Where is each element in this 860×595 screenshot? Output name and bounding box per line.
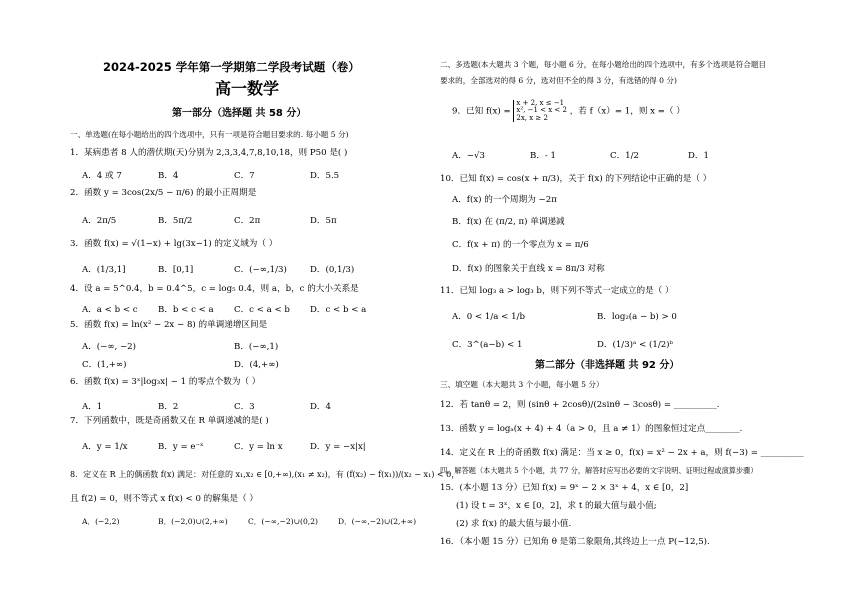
q2-option-a[interactable]: A．2π/5 xyxy=(82,216,117,226)
question-9-stem xyxy=(452,100,685,122)
q7-option-d[interactable]: D．y = −x|x| xyxy=(310,442,366,452)
subject-title: 高一数学 xyxy=(215,79,280,98)
q5-option-d[interactable]: D．(4,+∞) xyxy=(234,360,279,370)
question-8-options xyxy=(82,516,416,527)
q1-option-a[interactable]: A．4 或 7 xyxy=(82,171,122,181)
section2-heading-cont: 要求的，全部选对的得 6 分，选对但不全的得 3 分，有选错的得 0 分) xyxy=(440,76,677,85)
question-14: 14．定义在 R 上的奇函数 f(x) 满足：当 x ≥ 0，f(x) = x² − 2x + a，则 f(−3) = __________ xyxy=(440,448,804,458)
question-7-options xyxy=(82,440,366,452)
question-12: 12．若 tanθ = 2，则 (sinθ + 2cosθ)/(2sinθ − 3cosθ) = __________. xyxy=(440,400,720,410)
q2-option-b[interactable]: B．5π/2 xyxy=(158,216,193,226)
section4-heading: 四、解答题（本大题共 5 个小题，共 77 分，解答时应写出必要的文字说明、证明过程或演算步骤） xyxy=(440,466,758,475)
question-3-stem: 3．函数 f(x) = √(1−x) + lg(3x−1) 的定义域为（ ） xyxy=(70,239,278,249)
q3-option-b[interactable]: B．[0,1] xyxy=(158,265,194,275)
q9-suffix: ，若 f（x）= 1，则 x =（ ） xyxy=(569,106,685,117)
q5-option-c[interactable]: C．(1,+∞) xyxy=(82,360,127,370)
question-16: 16．（本小题 15 分）已知角 θ 是第二象限角,其终边上一点 P(−12,5). xyxy=(440,537,710,547)
question-3-options xyxy=(82,263,354,275)
q2-option-c[interactable]: C．2π xyxy=(234,216,261,226)
q6-option-a[interactable]: A．1 xyxy=(82,402,103,412)
question-1-options xyxy=(82,169,339,181)
q9-case-2: x², −1 < x < 2 xyxy=(516,106,567,115)
section3-heading: 三、填空题（本大题共 3 个小题，每小题 5 分） xyxy=(440,380,604,389)
question-8-stem-cont: 且 f(2) = 0，则不等式 x f(x) < 0 的解集是（ ） xyxy=(70,494,258,504)
part2-title: 第二部分（非选择题 共 92 分） xyxy=(535,360,680,371)
question-7-stem: 7．下列函数中，既是奇函数又在 R 单调递减的是( ) xyxy=(70,416,269,426)
question-2-options xyxy=(82,214,337,226)
q4-option-a[interactable]: A．a < b < c xyxy=(82,305,138,315)
q8-option-d[interactable]: D．(−∞,−2)∪(2,+∞) xyxy=(338,517,417,526)
question-8-stem: 8．定义在 R 上的偶函数 f(x) 满足：对任意的 x₁,x₂ ∈ [0,+∞),(x₁ ≠ x₂)，有 (f(x₂) − f(x₁))/(x₂ − x₁) < 0， xyxy=(70,470,460,479)
question-6-options xyxy=(82,400,331,412)
q4-option-c[interactable]: C．c < a < b xyxy=(234,305,290,315)
part1-title: 第一部分（选择题 共 58 分） xyxy=(172,108,307,119)
q10-option-b[interactable]: B．f(x) 在 (π/2, π) 单调递减 xyxy=(452,217,565,227)
section1-heading: 一、单选题(在每小题给出的四个选项中，只有一项是符合题目要求的. 每小题 5 分) xyxy=(70,130,349,139)
question-11-options-row2 xyxy=(452,338,673,350)
q1-option-b[interactable]: B．4 xyxy=(158,171,179,181)
q6-option-c[interactable]: C．3 xyxy=(234,402,255,412)
question-5-stem: 5．函数 f(x) = ln(x² − 2x − 8) 的单调递增区间是 xyxy=(70,320,268,330)
question-2-stem: 2．函数 y = 3cos(2x/5 − π/6) 的最小正周期是 xyxy=(70,188,257,198)
exam-title: 2024-2025 学年第一学期第二学段考试题（卷） xyxy=(103,60,360,74)
question-5-options-row1 xyxy=(82,340,278,352)
q3-option-a[interactable]: A．(1/3,1] xyxy=(82,265,126,275)
q1-option-d[interactable]: D．5.5 xyxy=(310,171,340,181)
q8-option-b[interactable]: B．(−2,0)∪(2,+∞) xyxy=(158,517,228,526)
q9-option-c[interactable]: C．1/2 xyxy=(610,151,639,161)
question-15-part2: (2) 求 f(x) 的最大值与最小值. xyxy=(456,519,572,529)
q7-option-c[interactable]: C．y = ln x xyxy=(234,442,283,452)
q9-prefix: 9．已知 f(x) = xyxy=(452,106,511,117)
q1-option-c[interactable]: C．7 xyxy=(234,171,255,181)
q6-option-d[interactable]: D．4 xyxy=(310,402,331,412)
q11-option-c[interactable]: C．3^(a−b) < 1 xyxy=(452,340,523,350)
question-5-options-row2 xyxy=(82,358,279,370)
q6-option-b[interactable]: B．2 xyxy=(158,402,179,412)
question-6-stem: 6．函数 f(x) = 3ˣ|log₃x| − 1 的零点个数为（ ） xyxy=(70,377,261,387)
question-15-part1: (1) 设 t = 3ˣ，x ∈ [0，2]，求 t 的最大值与最小值; xyxy=(456,501,657,511)
question-4-options xyxy=(82,303,366,315)
q5-option-a[interactable]: A．(−∞, −2) xyxy=(82,342,136,352)
question-4-stem: 4．设 a = 5^0.4，b = 0.4^5，c = log₅ 0.4，则 a，b，c 的大小关系是 xyxy=(70,284,359,294)
q11-option-a[interactable]: A．0 < 1/a < 1/b xyxy=(452,312,525,322)
q8-option-c[interactable]: C．(−∞,−2)∪(0,2) xyxy=(248,517,318,526)
question-11-stem: 11．已知 log₃ a > log₃ b，则下列不等式一定成立的是（ ） xyxy=(440,286,674,296)
q8-option-a[interactable]: A．(−2,2) xyxy=(82,517,120,526)
q9-option-b[interactable]: B．- 1 xyxy=(530,151,557,161)
question-1-stem: 1．某病患者 8 人的潜伏期(天)分别为 2,3,3,4,7,8,10,18，则 P50 是( ) xyxy=(70,148,348,158)
question-15: 15．(本小题 13 分）已知 f(x) = 9ˣ − 2 × 3ˣ + 4，x ∈ [0，2] xyxy=(440,483,689,493)
q3-option-c[interactable]: C．(−∞,1/3) xyxy=(234,265,287,275)
q7-option-b[interactable]: B．y = e⁻ˣ xyxy=(158,442,204,452)
q11-option-b[interactable]: B．log₂(a − b) > 0 xyxy=(597,312,677,322)
q10-option-d[interactable]: D．f(x) 的图象关于直线 x = 8π/3 对称 xyxy=(452,264,605,274)
q9-case-3: 2x, x ≥ 2 xyxy=(516,113,548,122)
q3-option-d[interactable]: D．(0,1/3) xyxy=(310,265,355,275)
q4-option-d[interactable]: D．c < b < a xyxy=(310,305,367,315)
q9-option-d[interactable]: D．1 xyxy=(688,151,709,161)
q9-case-1: x + 2, x ≤ −1 xyxy=(516,99,565,107)
question-9-options xyxy=(452,149,709,161)
q5-option-b[interactable]: B．(−∞,1) xyxy=(234,342,279,352)
q7-option-a[interactable]: A．y = 1/x xyxy=(82,442,128,452)
section2-heading: 二、多选题(本大题共 3 个题，每小题 6 分，在每小题给出的四个选项中，有多个选项是符合题目 xyxy=(440,60,767,69)
q2-option-d[interactable]: D．5π xyxy=(310,216,337,226)
q9-option-a[interactable]: A．−√3 xyxy=(452,151,485,161)
question-13: 13．函数 y = logₐ(x + 4) + 4（a > 0，且 a ≠ 1）的图象恒过定点________. xyxy=(440,424,743,434)
q11-option-d[interactable]: D．(1/3)ᵃ < (1/2)ᵇ xyxy=(597,340,673,350)
q9-piecewise xyxy=(513,100,567,122)
question-11-options-row1 xyxy=(452,310,677,322)
question-10-stem: 10．已知 f(x) = cos(x + π/3)，关于 f(x) 的下列结论中正确的是（ ） xyxy=(440,174,712,184)
q10-option-a[interactable]: A．f(x) 的一个周期为 −2π xyxy=(452,195,557,205)
q4-option-b[interactable]: B．b < c < a xyxy=(158,305,214,315)
q10-option-c[interactable]: C．f(x + π) 的一个零点为 x = π/6 xyxy=(452,240,589,250)
